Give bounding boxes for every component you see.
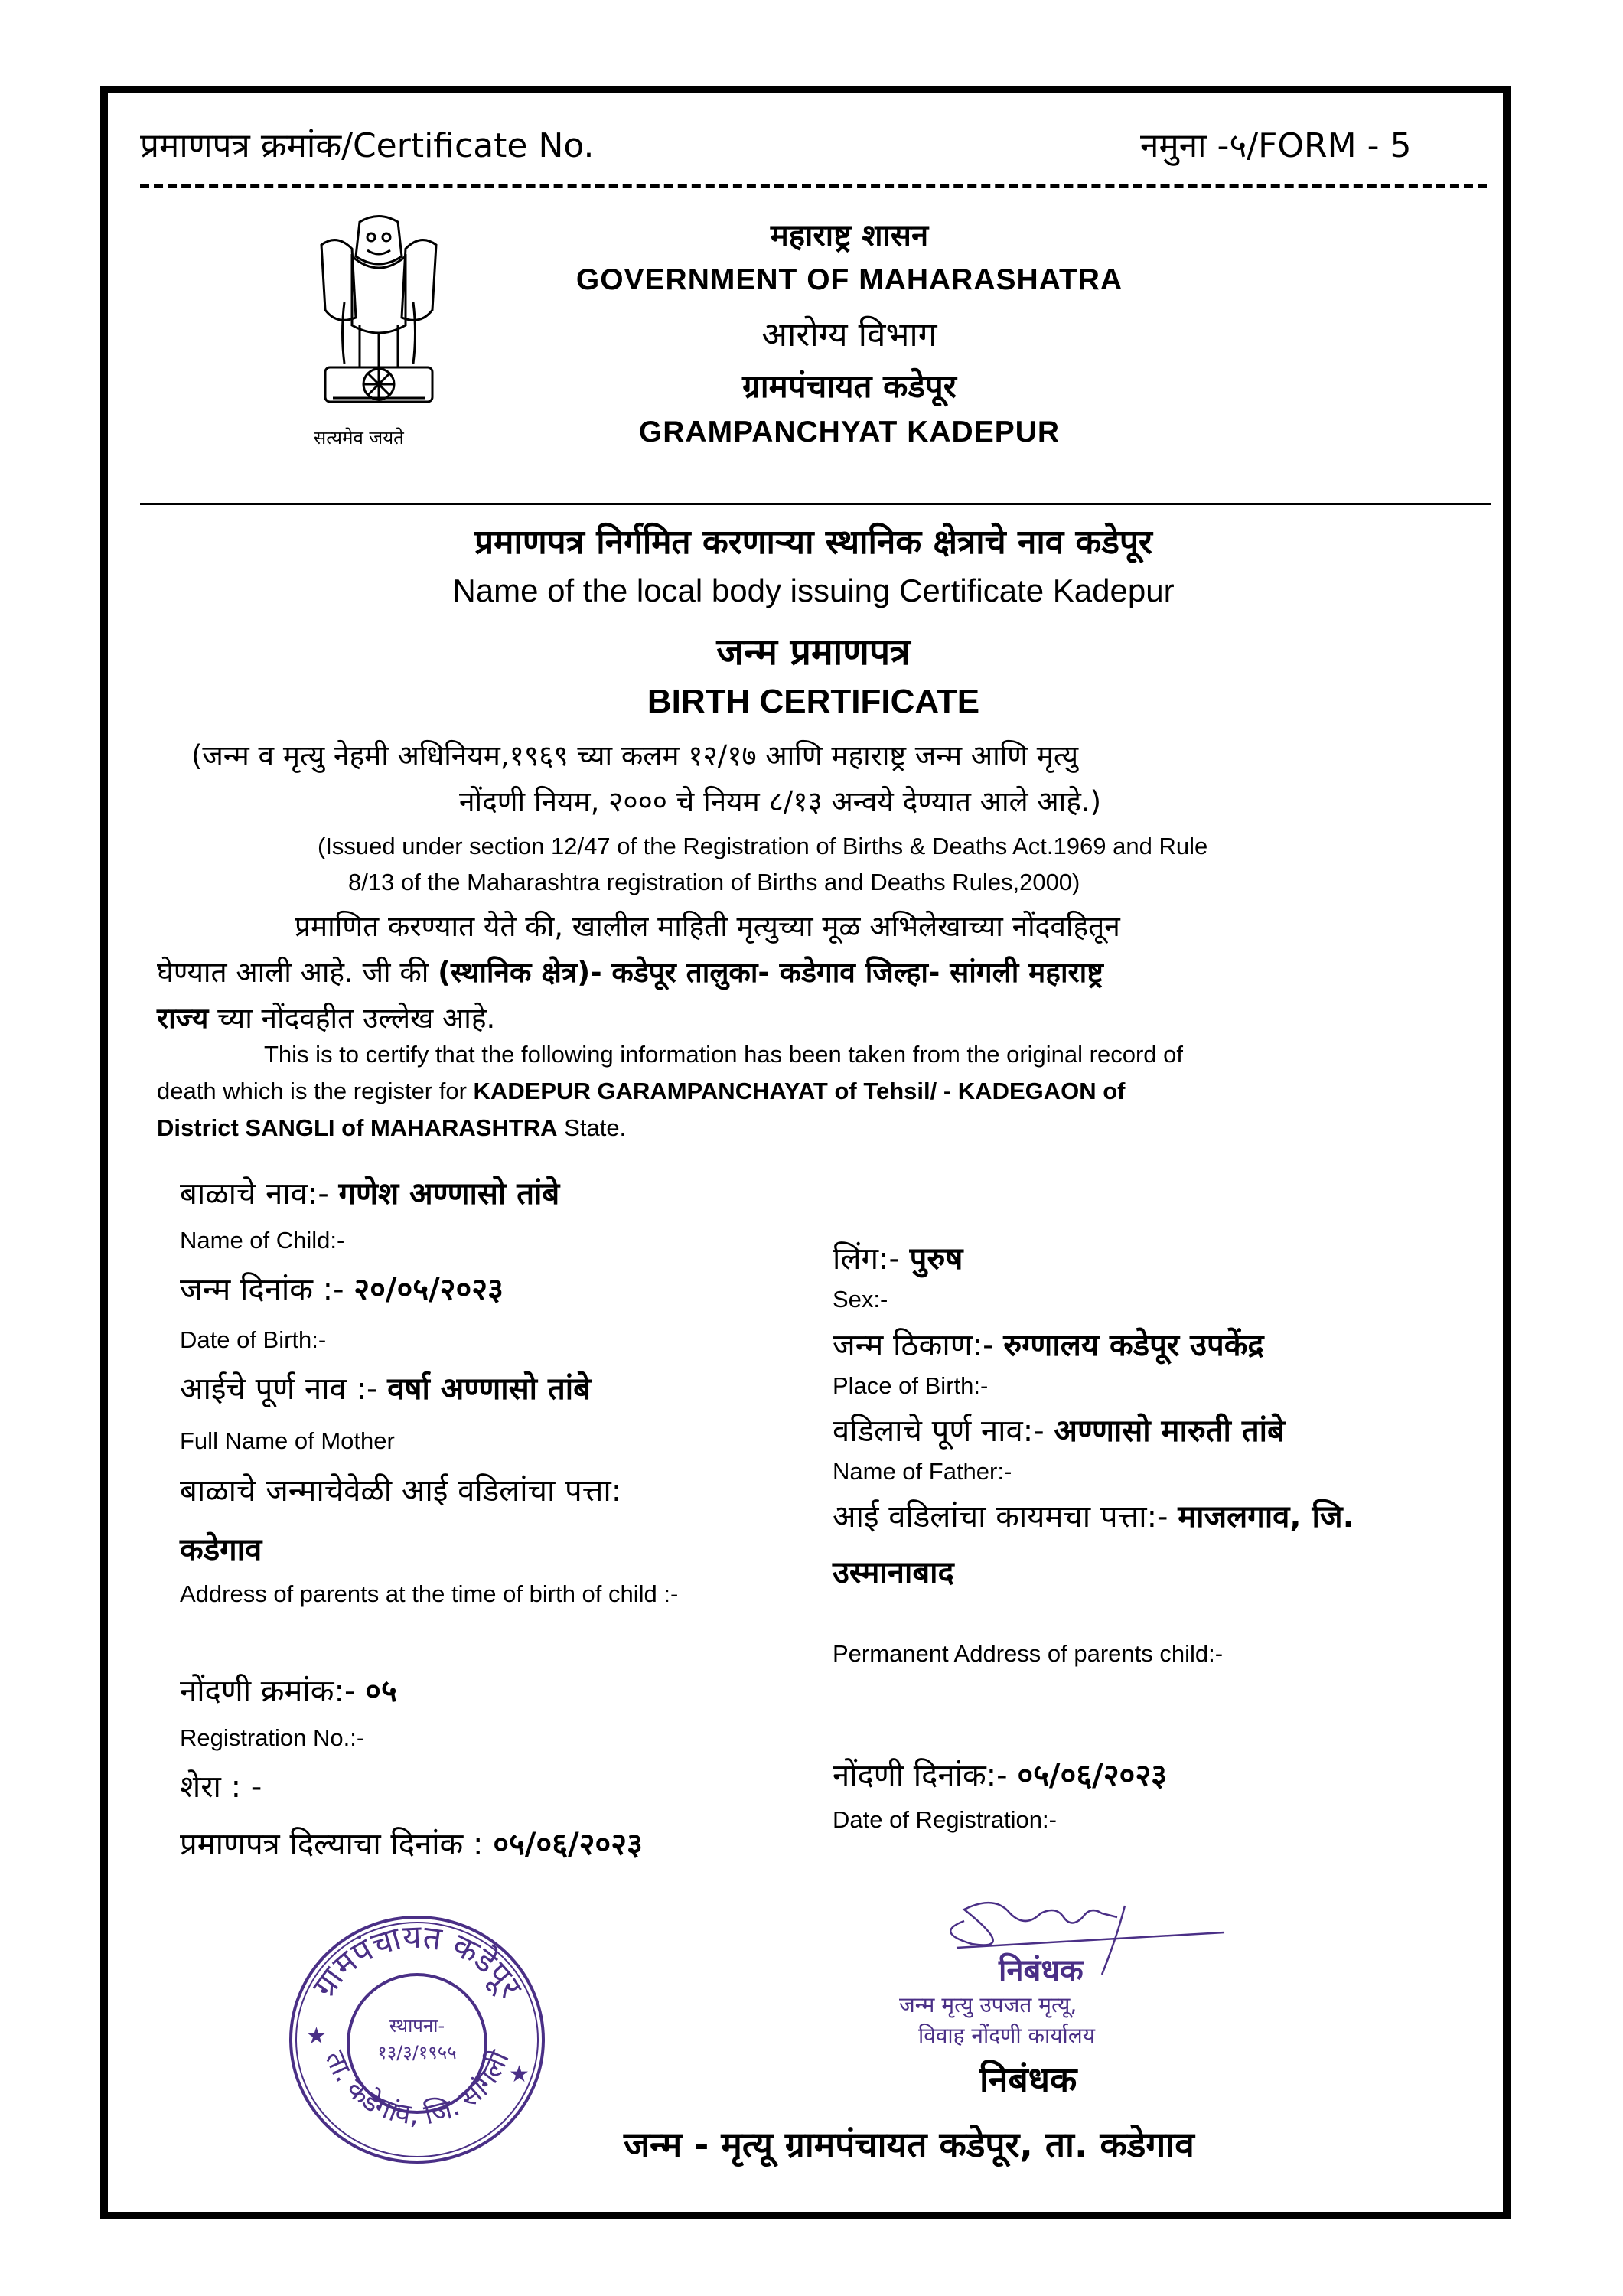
certify-marathi-text: च्या नोंदवहीत उल्लेख आहे.: [208, 1002, 496, 1035]
child-name-value: गणेश अण्णासो तांबे: [338, 1176, 560, 1212]
seal-bottom-text: ता. कडेगांव, जि. सांगली: [318, 2046, 516, 2131]
mother-name-field: [180, 1366, 591, 1408]
ashoka-emblem-icon: [306, 210, 451, 417]
birth-address-value: कडेगाव: [180, 1532, 262, 1567]
issue-date-value: ०५/०६/२०२३: [493, 1827, 643, 1862]
grampanchayat-name-marathi: ग्रामपंचायत कडेपूर: [742, 367, 957, 405]
registration-date-field: [833, 1753, 1167, 1795]
certificate-title-english: BIRTH CERTIFICATE: [647, 683, 980, 720]
mother-name-label-english: Full Name of Mother: [180, 1427, 395, 1454]
field-label: लिंग:-: [833, 1241, 900, 1277]
issuer-name-english: Name of the local body issuing Certificate Kadepur: [452, 572, 1175, 608]
star-icon: ★: [306, 2024, 327, 2049]
act-reference-english-line2: 8/13 of the Maharashtra registration of Births and Deaths Rules,2000): [348, 869, 1080, 895]
act-reference-marathi-line2: नोंदणी नियम, २००० चे नियम ८/१३ अन्वये देण्यात आले आहे.): [459, 785, 1102, 818]
field-label: वडिलाचे पूर्ण नाव:-: [833, 1414, 1045, 1449]
place-of-birth-field: [833, 1322, 1264, 1365]
star-icon: ★: [509, 2062, 530, 2087]
certify-marathi-line3: [157, 997, 495, 1036]
certify-english-text: death which is the register for: [157, 1078, 474, 1104]
certify-english-line2: [157, 1078, 1126, 1105]
registrar-stamp-line1: जन्म मृत्यु उपजत मृत्यू,: [899, 1992, 1077, 2017]
registrar-stamp-title: निबंधक: [999, 1953, 1084, 1988]
father-name-value: अण्णासो मारुती तांबे: [1054, 1414, 1285, 1449]
mother-name-value: वर्षा अण्णासो तांबे: [387, 1371, 591, 1407]
seal-center-line1: स्थापना-: [389, 2015, 445, 2037]
seal-center-line2: १३/३/१९५५: [377, 2042, 457, 2063]
sex-label-english: Sex:-: [833, 1286, 888, 1313]
certify-english-text: State.: [557, 1114, 627, 1141]
field-label: नोंदणी क्रमांक:-: [180, 1674, 356, 1709]
child-name-label-english: Name of Child:-: [180, 1227, 345, 1254]
registrar-stamp-line2: विवाह नोंदणी कार्यालय: [918, 2023, 1095, 2048]
date-of-birth-label-english: Date of Birth:-: [180, 1326, 327, 1353]
permanent-address-label-english: Permanent Address of parents child:-: [833, 1640, 1224, 1667]
government-name-marathi: महाराष्ट्र शासन: [770, 218, 929, 253]
field-label: आईचे पूर्ण नाव :-: [180, 1371, 378, 1407]
permanent-address-value-line2: उस्मानाबाद: [833, 1555, 954, 1590]
government-name-english: GOVERNMENT OF MAHARASHATRA: [575, 263, 1123, 296]
emblem-motto: सत्यमेव जयते: [314, 427, 404, 448]
birth-address-label-english: Address of parents at the time of birth of child :-: [180, 1580, 679, 1607]
permanent-address-field: [833, 1494, 1354, 1536]
department-name: आरोग्य विभाग: [761, 315, 937, 354]
certify-english-bold: District SANGLI of MAHARASHTRA: [157, 1114, 558, 1141]
field-label: जन्म दिनांक :-: [180, 1272, 344, 1307]
sex-value: पुरुष: [909, 1241, 963, 1277]
certify-marathi-text: घेण्यात आली आहे. जी की: [157, 956, 438, 989]
issuer-name-marathi: प्रमाणपत्र निर्गमित करणाऱ्या स्थानिक क्षेत्राचे नाव कडेपूर: [474, 523, 1152, 562]
grampanchayat-name-english: GRAMPANCHYAT KADEPUR: [638, 416, 1061, 448]
sex-field: [833, 1236, 963, 1278]
form-number-label: नमुना -५/FORM - 5: [1140, 126, 1412, 165]
date-of-birth-value: २०/०५/२०२३: [354, 1272, 504, 1307]
dashed-separator: [140, 184, 1487, 188]
father-name-label-english: Name of Father:-: [833, 1458, 1012, 1485]
remarks-field: शेरा : -: [180, 1769, 262, 1805]
date-of-birth-field: [180, 1267, 504, 1309]
child-name-field: [180, 1171, 559, 1213]
registrar-title: निबंधक: [979, 2059, 1077, 2100]
field-label: जन्म ठिकाण:-: [833, 1328, 994, 1363]
place-of-birth-value: रुग्णालय कडेपूर उपकेंद्र: [1003, 1328, 1264, 1363]
field-label: आई वडिलांचा कायमचा पत्ता:-: [833, 1499, 1168, 1534]
permanent-address-value: माजलगाव, जि.: [1178, 1499, 1354, 1534]
certify-english-line3: [157, 1114, 626, 1142]
horizontal-rule: [140, 503, 1491, 505]
certify-marathi-bold: (स्थानिक क्षेत्र)- कडेपूर तालुका- कडेगाव जिल्हा- सांगली महाराष्ट्र: [438, 956, 1103, 989]
certify-english-line1: This is to certify that the following information has been taken from the original record of: [264, 1041, 1183, 1068]
birth-address-label-marathi: बाळाचे जन्माचेवेळी आई वडिलांचा पत्ता:: [180, 1473, 622, 1508]
act-reference-marathi-line1: (जन्म व मृत्यु नेहमी अधिनियम,१९६९ च्या कलम १२/१७ आणि महाराष्ट्र जन्म आणि मृत्यु: [191, 739, 1079, 772]
issue-date-field: [180, 1821, 643, 1864]
place-of-birth-label-english: Place of Birth:-: [833, 1372, 989, 1399]
certify-marathi-bold: राज्य: [157, 1002, 209, 1035]
certify-marathi-line1: प्रमाणित करण्यात येते की, खालील माहिती मृत्युच्या मूळ अभिलेखाच्या नोंदवहितून: [295, 910, 1120, 943]
certificate-title-marathi: जन्म प्रमाणपत्र: [716, 631, 911, 673]
certificate-number-label: प्रमाणपत्र क्रमांक/Certificate No.: [140, 126, 595, 165]
registration-number-field: [180, 1668, 397, 1711]
registrar-office: जन्म - मृत्यू ग्रामपंचायत कडेपूर, ता. कडेगाव: [624, 2124, 1194, 2165]
field-label: नोंदणी दिनांक:-: [833, 1758, 1008, 1793]
certify-marathi-line2: [157, 951, 1103, 990]
field-label: प्रमाणपत्र दिल्याचा दिनांक :: [180, 1827, 484, 1862]
registration-date-label-english: Date of Registration:-: [833, 1806, 1057, 1833]
seal-top-text: ग्रामपंचायत कडेपूर: [305, 1917, 530, 2004]
grampanchayat-seal-icon: [264, 1910, 570, 2170]
act-reference-english-line1: (Issued under section 12/47 of the Registration of Births & Deaths Act.1969 and Rule: [318, 833, 1208, 859]
registration-number-label-english: Registration No.:-: [180, 1724, 365, 1751]
registration-number-value: ०५: [365, 1674, 397, 1709]
registration-date-value: ०५/०६/२०२३: [1017, 1758, 1167, 1793]
certify-english-bold: KADEPUR GARAMPANCHAYAT of Tehsil/ - KADEGAON of: [473, 1078, 1126, 1104]
field-label: बाळाचे नाव:-: [180, 1176, 329, 1212]
father-name-field: [833, 1408, 1285, 1450]
